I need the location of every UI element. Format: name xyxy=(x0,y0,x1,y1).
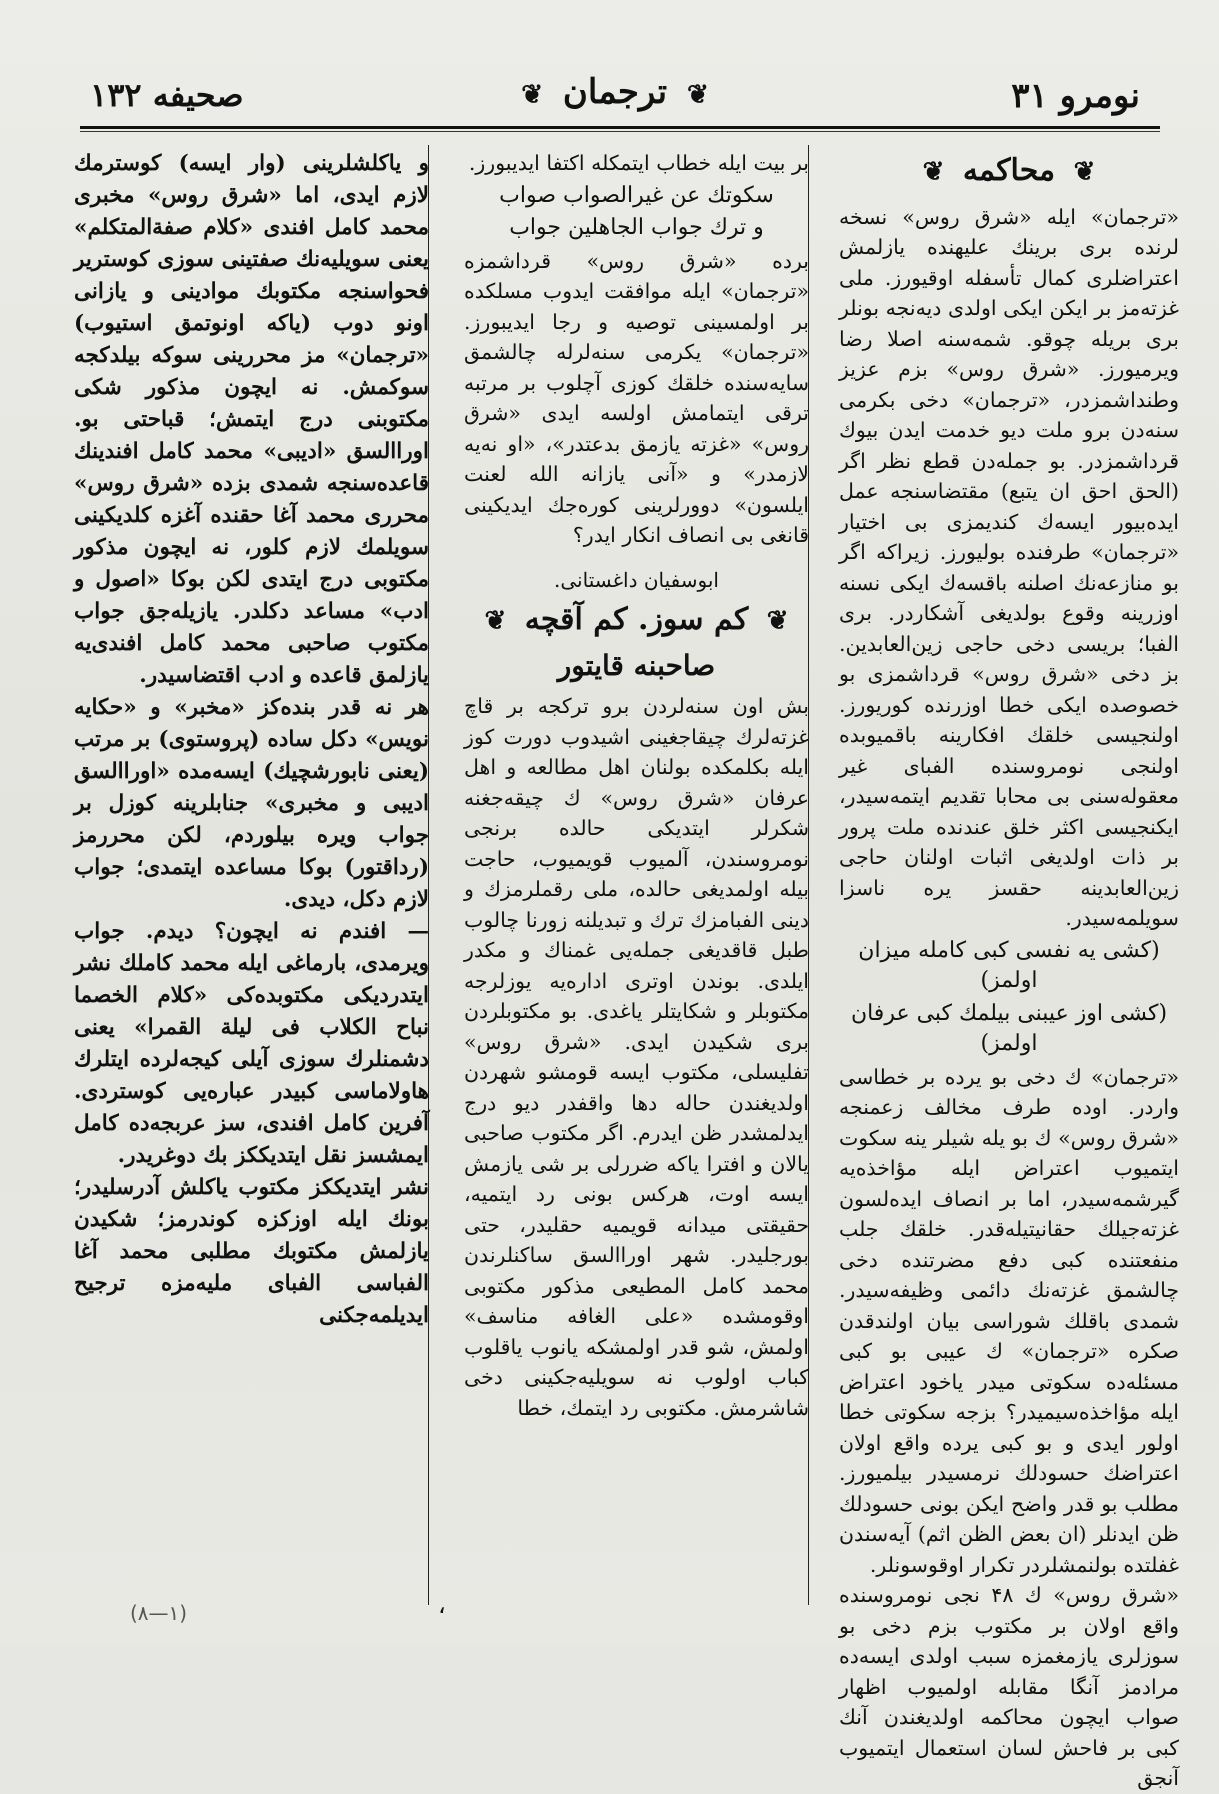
article-paragraph: برده «شرق روس» قرداشمزه «ترجمان» ایله موافقت ایدوب مسلکده بر اولمسینی توصیه و رجا ایدیبورز. «ترجمان» یکرمی سنه‌لرله چالشمق سایه‌سنده خلقك کوزی آچلوب بر مرتبه ترقی ایتمامش اولسه ایدی «شرق روس» «غزته یازمق بدعتدر»، «او نه‌یه لازمدر» و «آنی یازانه الله لعنت ایلسون» دوورلرینی کوره‌جك ایدیکینی قانغی بی انصاف انکار ایدر؟ xyxy=(464,248,809,547)
article-paragraph: «ترجمان» ك دخی بو یرده بر خطاسی واردر. اوده طرف مخالف زعمنجه «شرق روس» ك بو یله شیلر ینه سکوت ایتمیوب اعتراض ایله مؤاخذه‌یه گیرشمه‌سیدر، اما بر انصاف ایده‌لسون غزته‌جیلك حقانیتیله‌قدر. خلقك جلب منفعتنده کبی دفع مضرتنده دخی چالشمق غزته‌نك دائمی وظیفه‌سیدر. شمدی باقلك شو‌راسی بیان اولندقدن صکره «ترجمان» ك عیبی بو کبی مسئله‌ده سکوتی میدر یاخود اعتراض ایله مؤاخذه‌سیمیدر؟ بزجه سکوتی خطا اولور ایدی و بو کبی یرده واقع اولان اعتراضك حسودلك نرمسیدر بیلمیورز. مطلب بو قدر واضح ایکن بونی حسودلك ظن ایدنلر (ان بعض الظن اثم) آیه‌سندن غفلتده بولنمشلردر تکرار اوقوسونلر. xyxy=(839,1064,1179,1577)
ornament-icon: ❦ xyxy=(686,80,709,110)
ornament-icon: ❦ xyxy=(484,606,507,636)
verse-line: و ترك جواب الجاهلین جواب xyxy=(509,215,764,240)
article-paragraph: «ترجمان» ایله «شرق روس» نسخه لرنده بری برینك علیهنده یازلمش اعتراضلری کمال تأسفله اوقیورز. ملی غزته‌مز بر ایکن ایکی اولدی دیه‌نجه بونلر بری بریله چوقو. شمه‌سنه اصلا رضا ویرمیورز. «شرق روس» بزم عزیز وطنداشمزدر، «ترجمان» دخی بکرمی سنه‌دن برو ملت دیو خدمت ایدن بیوك قرداشمزدر. بو جمله‌دن قطع نظر اگر (الحق احق ان یتبع) مقتضاسنجه عمل ایده‌بیور ایسه‌ك کندیمزی بی اختیار «ترجمان» طرفنده بولیورز. زیراکه اگر بو منازعه‌نك اصلنه باقسه‌ك ایکی نسنه اوزرینه وقوع بولدیغی آشکاردر. بری الفبا؛ بریسی دخی حاجی زین‌العابدین. بز دخی «شرق روس» قرداشمزی بو خصوصده ایکی خطا اوزرنده کوریورز. اولنجیسی خلقك افکارینه باقمیوبده اولنجی نومروسنده الفبای غیر معقوله‌سنی بی محابا تقدیم ایتمه‌سیدر، ایکنجیسی اکثر خلق عندنده ملت پرور بر ذات اولدیغی اثبات اولنان حاجی زین‌العابدینه حقسز یره ناسزا سویلمه‌سیدر. xyxy=(839,204,1179,930)
archive-stamp: (۸—۱) xyxy=(130,1601,188,1625)
ink-mark: ، xyxy=(438,1591,446,1619)
verse-line: (کشی اوز عیبنی بیلمك کبی عرفان اولمز) xyxy=(850,1000,1168,1056)
ornament-icon: ❦ xyxy=(922,157,945,187)
ornament-icon: ❦ xyxy=(521,80,544,110)
column-middle xyxy=(464,148,809,1605)
article-paragraph: بر بیت ایله خطاب ایتمکله اکتفا ایدیبورز. xyxy=(468,151,809,175)
heading-text: کم سوز. کم آقچه xyxy=(524,602,749,637)
article-paragraph: — افندم نه ایچون؟ دیدم. جواب ویرمدی، بارماغی ایله محمد کاملك نشر ایتدردیکی مکتوبده‌کی «کلام الخصما نباح الکلاب فی لیلة القمرا» یعنی دشمنلرك سوزی آیلی کیجه‌لرده ایتلرك هاولاماسی کبیدر عباره‌یی کوستردی. آفرین کامل افندی، سز عربجه‌ده کامل ایمشسز نقل ایتدیککز بك دوغریدر. xyxy=(74,919,429,1168)
article-paragraph: نشر ایتدیککز مکتوب یاکلش آدرسلیدر؛ بونك ایله اوزکزه کوندرمز؛ شکیدن یازلمش مکتوبك مطلبی محمد آغا الفباسی الفبای ملیه‌مزه ترجیح ایدیلمه‌جکنی xyxy=(74,1175,429,1328)
page-number: صحیفه ۱۳۲ xyxy=(90,76,244,114)
newspaper-title: ترجمان xyxy=(562,72,668,112)
verse-line: (کشی یه نفسی کبی کامله میزان اولمز) xyxy=(858,937,1160,993)
author-signature: ابوسفیان داغستانی. xyxy=(554,567,719,592)
page-header xyxy=(70,64,1160,124)
article-paragraph: هر نه قدر بنده‌کز «مخبر» و «حکایه نویس» دکل ساده (پروستوی) بر مرتب (یعنی نابورشچیك) ایسه‌مده «اوراالسق ادیبی و مخبری» جنابلرینه کوزل بر جواب ویره بیلوردم، لکن محررمز (رداقتور) بوکا مساعده ایتمدی؛ جواب لازم دکل، دیدی. xyxy=(74,695,429,912)
article-paragraph: «شرق روس» ك ۴۸ نجی نومروسنده واقع اولان بر مکتوب بزم دخی بو سوزلری یازمغمزه سبب اولدی ایسه‌ده مرادمز آنگا مقابله اولمیوب اظهار صواب ایچون محاکمه اولدیغندن آنك کبی بر فاحش لسان استعمال ایتمیوب آنجق xyxy=(839,1583,1179,1790)
section-heading xyxy=(839,153,1179,188)
column-left xyxy=(74,148,429,1605)
section-subheading: صاحبنه قایتور xyxy=(557,648,716,682)
section-heading xyxy=(464,602,809,637)
issue-number: نومرو ۳۱ xyxy=(1011,76,1140,116)
ornament-icon: ❦ xyxy=(1073,157,1096,187)
heading-text: محاکمه xyxy=(962,153,1056,188)
verse-line: سکوتك عن غیرالصواب صواب xyxy=(499,182,774,208)
ornament-icon: ❦ xyxy=(766,606,789,636)
column-right xyxy=(839,148,1179,1790)
article-paragraph: بش اون سنه‌لردن برو ترکجه بر قاچ غزته‌لرك چیقاجغینی اشیدوب دورت کوز ایله بکلمکده بولنان اهل مطالعه و اهل عرفان «شرق روس» ك چیقه‌جغنه شکرلر ایتدیکی حالده برنجی نومروسندن، آلمیوب قویمیوب، حاجت بیله اولمدیغی حالده، ملی رقملرمزك و دینی الفبامزك ترك و تبدیلنه زورنا چالوب طبل قاقدیغی جمله‌یی غمناك و مکدر ایلدی. بوندن اوتری اداره‌یه یوزلرجه مکتوبلر و شکایتلر یاغدی. بو مکتوبلردن بری شکیدن ایدی. «شرق روس» تفلیسلی، مکتوب ایسه قومشو شهردن اولدیغندن حاله دها واقفدر دیو درج ایدلمشدر ظن ایدرم. اگر مکتوب صاحبی یالان و افترا یاکه ضررلی بر شی یازمش ایسه اوت، هرکس بونی رد ایتمیه، حقیقتی میدانه قویمیه حقلیدر، حتی بورجلیدر. شهر اوراالسق ساکنلرندن محمد کامل المطیعی مذکور مکتوبی اوقومشده «علی الغافه مناسف» اولمش، شو قدر اولمشکه یانوب یاقلوب کباب اولوب نه سویلیه‌جکینی دخی شاشرمش. مکتوبی رد ایتمك، خطا xyxy=(464,694,809,1420)
article-paragraph: و یاکلشلرینی (وار ایسه) کوسترمك لازم ایدی، اما «شرق روس» مخبری محمد کامل افندی «کلام صفة‌المتکلم» یعنی سویلیه‌نك صفتینی سوزی کوستریر فحواسنجه مکتوبك موادینی و یازانی اونو دوب (یاکه اونوتمق استیوب) «ترجمان» مز محررینی سوکه بیلدکجه سوکمش. نه ایچون مذکور شکی مکتوبنی درج ایتمش؛ قباحتی بو. اوراالسق «ادیبی» محمد کامل افندینك قاعده‌سنجه شمدی بزده «شرق روس» محرری محمد آغا حقنده آغزه کلدیکینی سویلمك لازم کلور، نه ایچون مذکور مکتوبی درج ایتدی لکن بوکا «اصول و ادب» مساعد دکلدر. یازیله‌جق جواب مکتوب صاحبی محمد کامل افندی‌یه یازلمق قاعده و ادب اقتضاسیدر. xyxy=(74,151,429,688)
header-rule-thin xyxy=(80,131,1160,132)
header-rule xyxy=(80,126,1160,129)
